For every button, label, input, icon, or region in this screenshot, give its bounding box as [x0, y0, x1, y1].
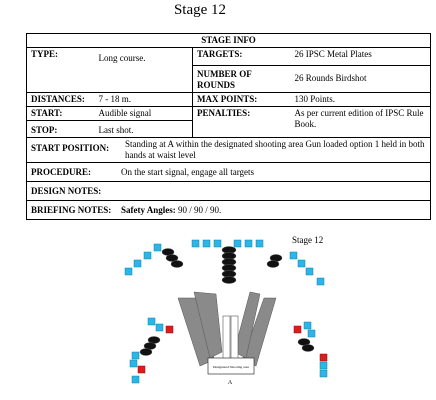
- type-label: TYPE:: [27, 48, 95, 66]
- safety-angles-value: 90 / 90 / 90.: [178, 204, 222, 215]
- metal-plate: [214, 240, 221, 247]
- distances-label: DISTANCES:: [27, 92, 95, 106]
- metal-plate: [192, 240, 199, 247]
- metal-plate: [134, 260, 141, 267]
- metal-plate: [290, 252, 297, 259]
- popper: [138, 366, 145, 373]
- targets-label: TARGETS:: [193, 48, 291, 66]
- metal-plate: [148, 318, 155, 325]
- stage-info-header: STAGE INFO: [27, 34, 431, 48]
- type-value: Long course.: [95, 48, 193, 66]
- distances-value: 7 - 18 m.: [95, 92, 193, 106]
- briefing-row: [27, 200, 431, 219]
- popper: [166, 326, 173, 333]
- metal-plate: [308, 330, 315, 337]
- number-value: 26 Rounds Birdshot: [291, 65, 431, 92]
- tires-lower-right: [298, 339, 314, 352]
- metal-plate: [320, 362, 327, 369]
- tire: [267, 261, 279, 268]
- diagram-label: Stage 12: [292, 235, 324, 245]
- metal-plate: [304, 322, 311, 329]
- metal-plate: [154, 244, 161, 251]
- page-title: Stage 12: [173, 2, 227, 18]
- start-position-marker: A: [227, 380, 233, 386]
- tire: [302, 345, 314, 352]
- top-plates: [192, 240, 263, 247]
- top-left-plates: [125, 244, 161, 275]
- start-label: START:: [27, 106, 95, 120]
- metal-plate: [144, 252, 151, 259]
- metal-plate: [306, 268, 313, 275]
- tires-top-left: [162, 249, 183, 268]
- start-position-row: [27, 137, 431, 162]
- metal-plate: [320, 370, 327, 377]
- metal-plate: [203, 240, 210, 247]
- center-pillar: [231, 316, 238, 364]
- metal-plate: [125, 268, 132, 275]
- metal-plate: [130, 360, 137, 367]
- metal-plate: [132, 376, 139, 383]
- top-right-plates: [290, 252, 324, 285]
- tire: [171, 261, 183, 268]
- metal-plate: [317, 278, 324, 285]
- start-position-value: Standing at A within the designated shooting area Gun loaded option 1 held in both hands at waist level: [125, 138, 425, 160]
- tires-top-right: [267, 255, 282, 268]
- metal-plate: [256, 240, 263, 247]
- penalties-value: As per current edition of IPSC Rule Book.: [291, 106, 431, 137]
- popper: [294, 326, 301, 333]
- tire: [222, 277, 236, 284]
- center-pillar: [223, 316, 230, 364]
- start-position-label: START POSITION:: [31, 142, 110, 153]
- procedure-label: PROCEDURE:: [31, 166, 91, 177]
- metal-plate: [245, 240, 252, 247]
- briefing-label: BRIEFING NOTES:: [31, 204, 112, 215]
- tires-center: [222, 247, 236, 284]
- start-value: Audible signal: [95, 106, 193, 120]
- maxpoints-label: MAX POINTS:: [193, 92, 291, 106]
- stage-info-table: [26, 33, 431, 220]
- metal-plate: [132, 352, 139, 359]
- shooting-area-label: Designated Shooting area: [213, 365, 249, 369]
- procedure-row: [27, 162, 431, 181]
- design-notes-label: DESIGN NOTES:: [27, 181, 431, 200]
- stage-diagram: [110, 232, 350, 398]
- stop-value: Last shot.: [95, 120, 193, 137]
- maxpoints-value: 130 Points.: [291, 92, 431, 106]
- popper: [320, 354, 327, 361]
- procedure-value: On the start signal, engage all targets: [121, 166, 255, 177]
- targets-value: 26 IPSC Metal Plates: [291, 48, 431, 66]
- stop-label: STOP:: [27, 120, 95, 137]
- number-label: NUMBER OF ROUNDS: [193, 65, 291, 92]
- tire: [140, 349, 152, 356]
- metal-plate: [234, 240, 241, 247]
- metal-plate: [156, 324, 163, 331]
- safety-angles-label: Safety Angles:: [121, 204, 176, 215]
- penalties-label: PENALTIES:: [193, 106, 291, 120]
- metal-plate: [298, 260, 305, 267]
- tires-lower-left: [140, 337, 160, 356]
